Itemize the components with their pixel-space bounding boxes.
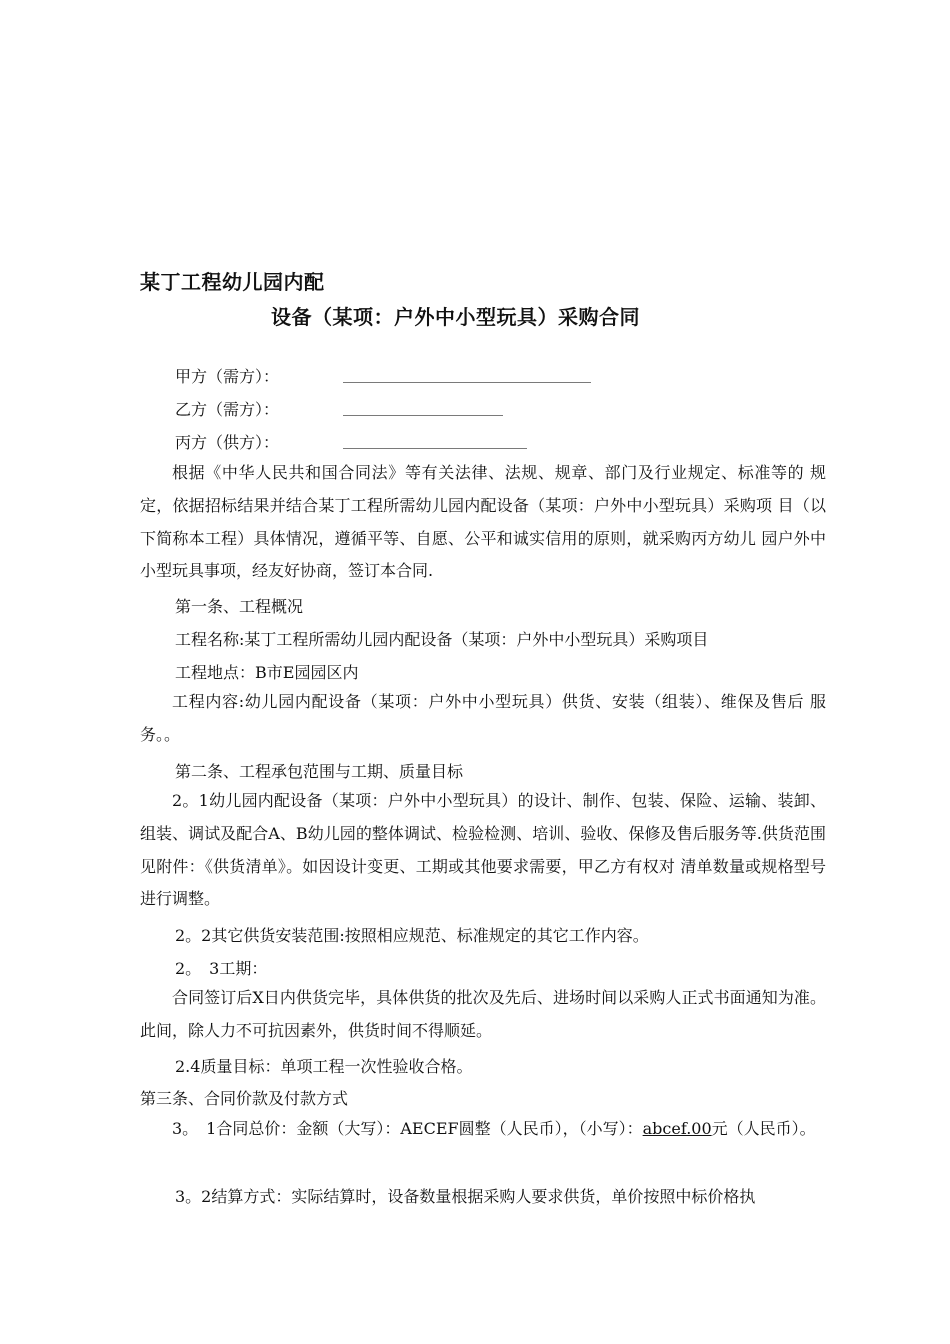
party-c: [175, 430, 527, 453]
article-1-heading: 第一条、工程概况: [175, 597, 304, 616]
party-a: [175, 364, 591, 387]
clause-2-2: 2。2其它供货安装范围:按照相应规范、标准规定的其它工作内容。: [175, 926, 649, 945]
clause-2-3-text: 合同签订后X日内供货完毕，具体供货的批次及先后、进场时间以采购人正式书面通知为准。此间，除人力不可抗因素外，供货时间不得顺延。: [140, 988, 826, 1040]
party-a-blank: _______________________________: [343, 364, 591, 383]
contract-title-line1: 某丁工程幼儿园内配: [140, 270, 325, 294]
party-c-blank: _______________________: [343, 430, 527, 449]
party-c-label: 丙方（供方）：: [175, 433, 280, 452]
contract-amount-figure: abcef.00: [642, 1119, 712, 1138]
clause-3-1-currency: 元（人民币）。: [711, 1119, 816, 1138]
article-3-heading: 第三条、合同价款及付款方式: [140, 1089, 349, 1108]
party-b-label: 乙方（需方）：: [175, 400, 280, 419]
clause-3-1: [140, 1113, 826, 1146]
project-content: 工程内容:幼儿园内配设备（某项：户外中小型玩具）供货、安装（组装）、维保及售后 服务。。: [140, 692, 826, 744]
party-b: [175, 397, 503, 420]
clause-2-3-label: 2。 3工期：: [175, 959, 268, 978]
party-b-blank: ____________________: [343, 397, 503, 416]
clause-3-1-text: 3。 1合同总价：金额（大写）：AECEF圆整（人民币），（小写）：: [172, 1119, 643, 1138]
intro-paragraph: 根据《中华人民共和国合同法》等有关法律、法规、规章、部门及行业规定、标准等的 规定，依据招标结果并结合某丁工程所需幼儿园内配设备（某项：户外中小型玩具）采购项 目（以下简称本工程）具体情况，遵循平等、自愿、公平和诚实信用的原则，就采购丙方幼儿 园户外中小型玩具事项，经友好协商，签订本合同.: [140, 463, 826, 581]
article-2-heading: 第二条、工程承包范围与工期、质量目标: [175, 762, 464, 781]
contract-title-line2: 设备（某项：户外中小型玩具）采购合同: [271, 305, 640, 329]
project-name: 工程名称:某丁工程所需幼儿园内配设备（某项：户外中小型玩具）采购项目: [175, 630, 709, 649]
project-location: 工程地点：B市E园园区内: [175, 663, 359, 682]
clause-2-1: 2。1幼儿园内配设备（某项：户外中小型玩具）的设计、制作、包装、保险、运输、装卸、组装、调试及配合A、B幼儿园的整体调试、检验检测、培训、验收、保修及售后服务等.供货范围见附件：《供货清单》。如因设计变更、工期或其他要求需要，甲乙方有权对 清单数量或规格型号进行调整。: [140, 791, 826, 909]
clause-3-2: 3。2结算方式：实际结算时，设备数量根据采购人要求供货，单价按照中标价格执: [175, 1187, 756, 1206]
clause-2-4: 2.4质量目标：单项工程一次性验收合格。: [175, 1057, 473, 1076]
party-a-label: 甲方（需方）：: [175, 367, 280, 386]
